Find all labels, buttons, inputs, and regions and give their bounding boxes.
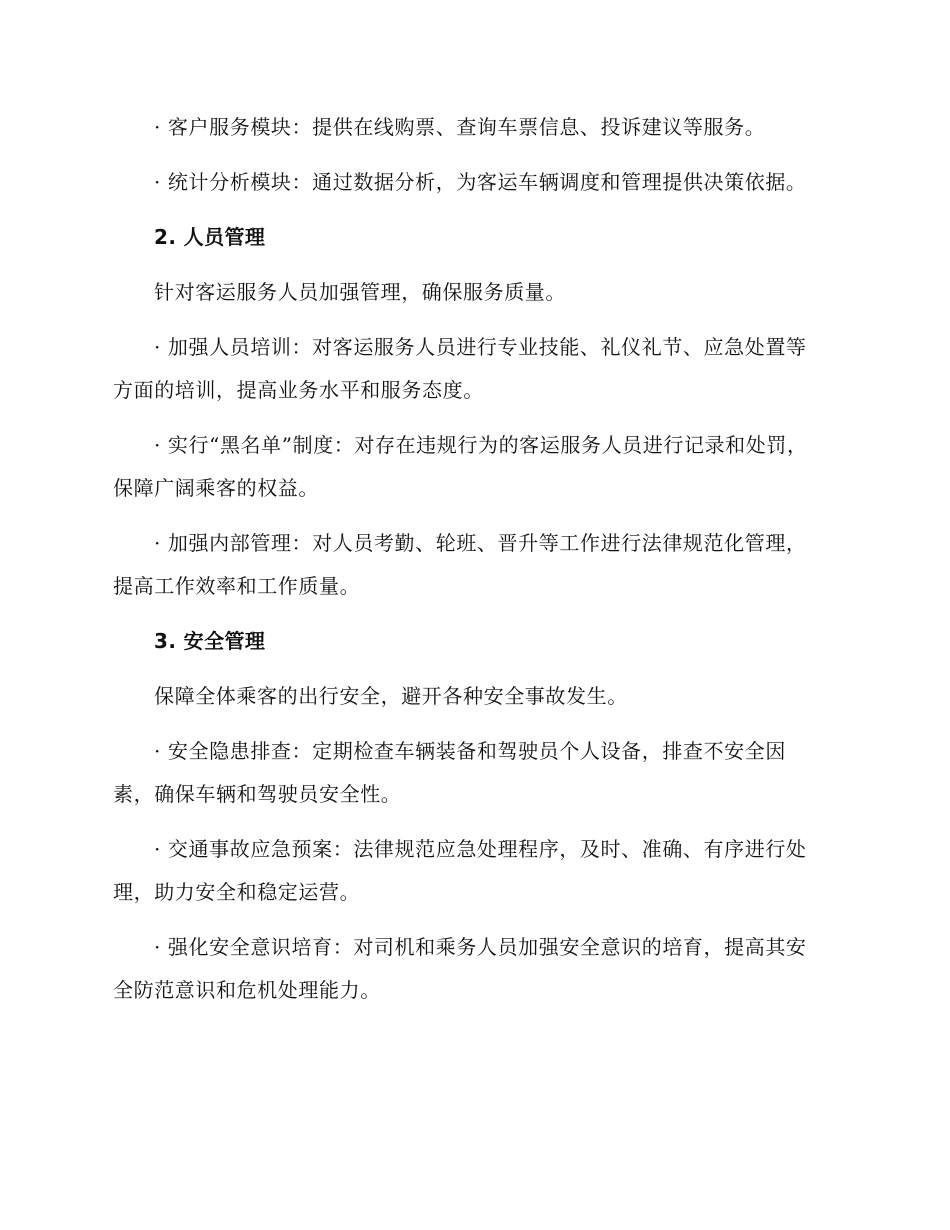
paragraph-accident-emergency-plan: · 交通事故应急预案：法律规范应急处理程序，及时、准确、有序进行处理，助力安全和稳定运营。 [113, 837, 807, 904]
paragraph-safety-awareness: · 强化安全意识培育：对司机和乘务人员加强安全意识的培育，提高其安全防范意识和危机处理能力。 [113, 935, 807, 1002]
paragraph-blacklist-system: · 实行“黑名单”制度：对存在违规行为的客运服务人员进行记录和处罚，保障广阔乘客的权益。 [113, 433, 808, 500]
section-heading-personnel-management: 2. 人员管理 [154, 225, 266, 249]
document-body [113, 106, 825, 1024]
paragraph-customer-service-module: · 客户服务模块：提供在线购票、查询车票信息、投诉建议等服务。 [154, 115, 766, 139]
paragraph-hazard-inspection: · 安全隐患排查：定期检查车辆装备和驾驶员个人设备，排查不安全因素，确保车辆和驾驶员安全性。 [113, 739, 786, 806]
paragraph-statistics-module: · 统计分析模块：通过数据分析，为客运车辆调度和管理提供决策依据。 [154, 170, 807, 194]
paragraph-staff-training: · 加强人员培训：对客运服务人员进行专业技能、礼仪礼节、应急处置等方面的培训，提高业务水平和服务态度。 [113, 335, 807, 402]
paragraph-internal-management: · 加强内部管理：对人员考勤、轮班、晋升等工作进行法律规范化管理，提高工作效率和工作质量。 [113, 531, 807, 598]
paragraph-safety-intro: 保障全体乘客的出行安全，避开各种安全事故发生。 [154, 684, 628, 708]
paragraph-personnel-intro: 针对客运服务人员加强管理，确保服务质量。 [154, 280, 566, 304]
section-heading-safety-management: 3. 安全管理 [154, 629, 266, 653]
